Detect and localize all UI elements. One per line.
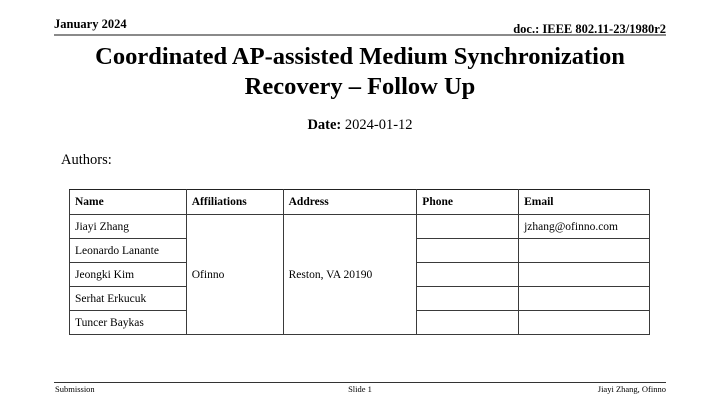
author-name: Jeongki Kim — [70, 263, 187, 287]
author-email — [519, 287, 650, 311]
header-doc-id: doc.: IEEE 802.11-23/1980r2 — [513, 22, 666, 36]
author-phone — [417, 215, 519, 239]
author-address: Reston, VA 20190 — [283, 215, 417, 335]
slide-title — [0, 42, 720, 102]
author-phone — [417, 263, 519, 287]
slide-title-line2: Recovery – Follow Up — [244, 73, 476, 100]
author-phone — [417, 239, 519, 263]
author-phone — [417, 287, 519, 311]
column-header-affiliations: Affiliations — [186, 190, 283, 215]
table-row — [70, 215, 650, 239]
date-line — [0, 117, 720, 134]
column-header-address: Address — [283, 190, 417, 215]
header-date: January 2024 — [54, 17, 127, 31]
column-header-phone: Phone — [417, 190, 519, 215]
table-header-row — [70, 190, 650, 215]
authors-label: Authors: — [61, 152, 112, 168]
author-email: jzhang@ofinno.com — [519, 215, 650, 239]
footer-author: Jiayi Zhang, Ofinno — [597, 384, 666, 394]
footer-divider — [54, 382, 666, 383]
author-affiliation: Ofinno — [186, 215, 283, 335]
column-header-name: Name — [70, 190, 187, 215]
date-label: Date: — [307, 117, 342, 133]
author-name: Serhat Erkucuk — [70, 287, 187, 311]
author-email — [519, 311, 650, 335]
date-value: 2024-01-12 — [344, 117, 413, 133]
author-name: Tuncer Baykas — [70, 311, 187, 335]
author-name: Leonardo Lanante — [70, 239, 187, 263]
header-divider — [54, 34, 666, 36]
author-phone — [417, 311, 519, 335]
author-email — [519, 263, 650, 287]
column-header-email: Email — [519, 190, 650, 215]
footer-slide-number: Slide 1 — [348, 384, 372, 394]
footer-submission: Submission — [55, 384, 95, 394]
author-email — [519, 239, 650, 263]
slide-title-line1: Coordinated AP-assisted Medium Synchronization — [95, 43, 625, 70]
authors-table — [69, 189, 650, 335]
author-name: Jiayi Zhang — [70, 215, 187, 239]
